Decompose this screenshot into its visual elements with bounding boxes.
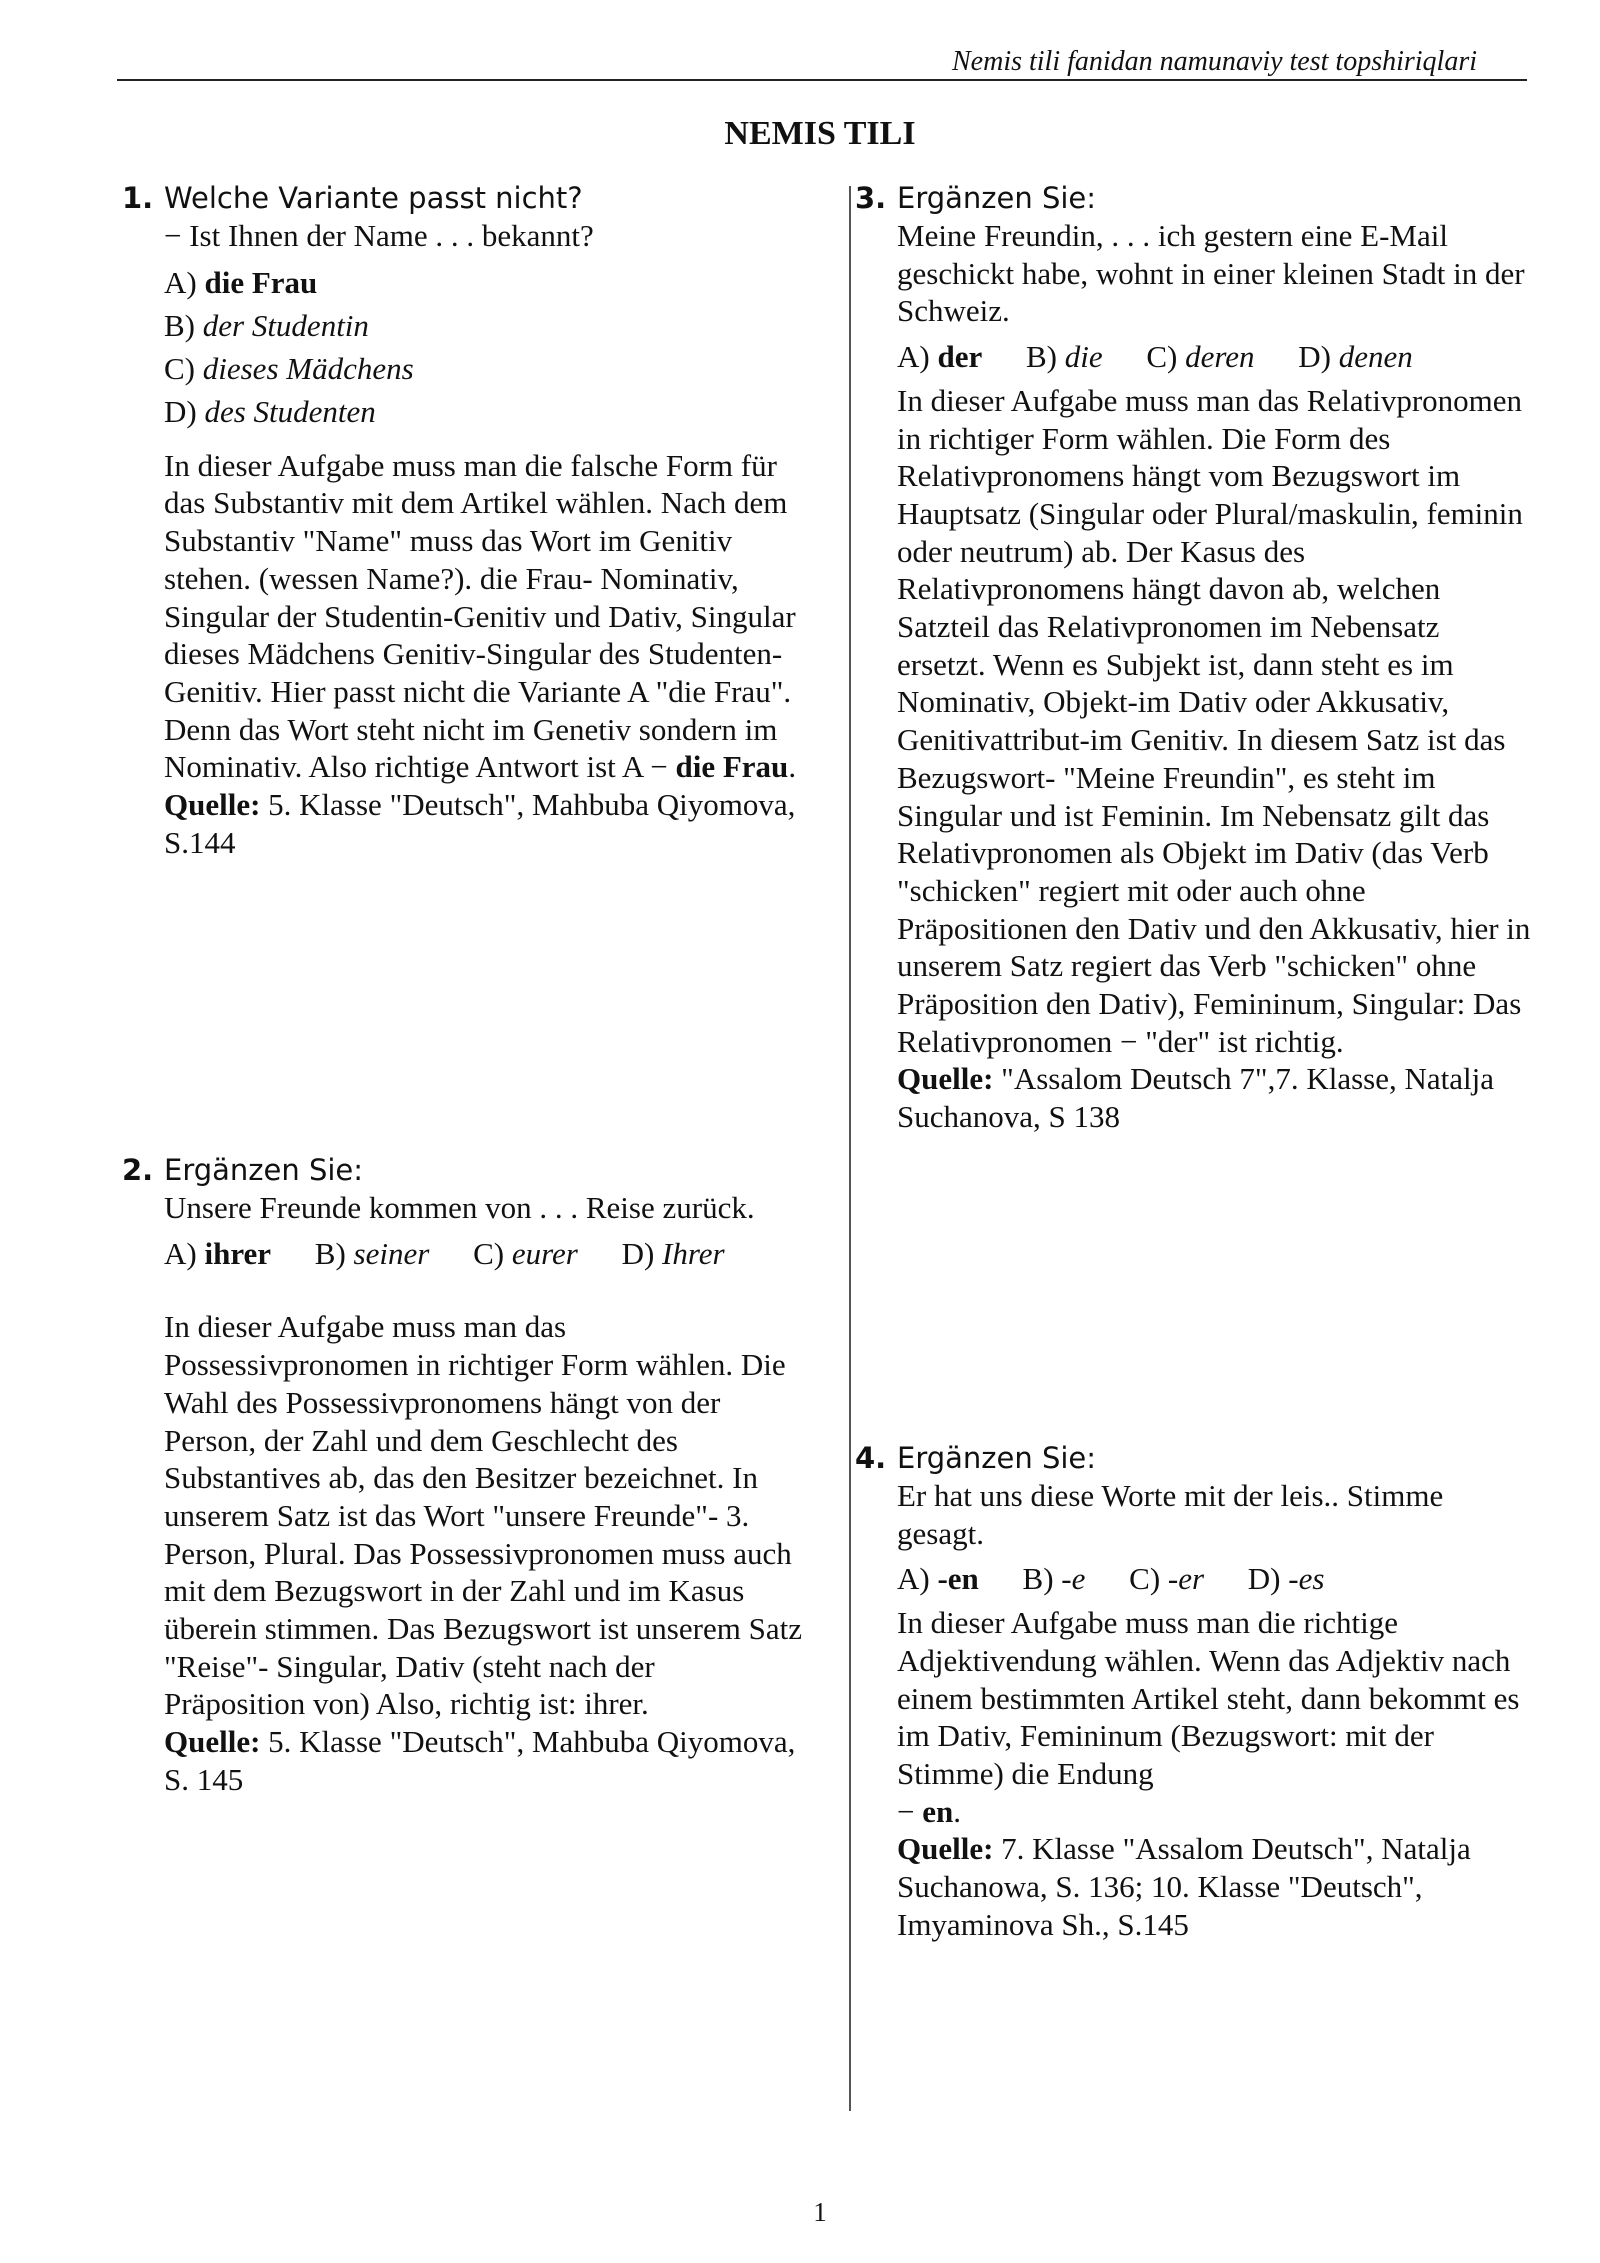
question-1 xyxy=(122,180,802,861)
option-b: B) der Studentin xyxy=(164,307,369,343)
question-header xyxy=(122,180,802,217)
page-number: 1 xyxy=(813,2197,827,2227)
question-stem: Er hat uns diese Worte mit der leis.. Stimme gesagt. xyxy=(897,1478,1444,1551)
option-a: A) -en xyxy=(897,1561,979,1597)
running-head: Nemis tili fanidan namunaviy test topshiriqlari xyxy=(952,46,1477,77)
question-prompt: Ergänzen Sie: xyxy=(897,181,1097,215)
option-b: B) die xyxy=(1025,339,1103,375)
explanation: In dieser Aufgabe muss man das Possessivpronomen in richtiger Form wählen. Die Wahl des Possessivpronomens hängt von der Person, der Zahl und dem Geschlecht des Substantives ab, das den Besitzer bezeichnet. In unserem Satz ist das Wort "unsere Freunde"- 3. Person, Plural. Das Possessivpronomen muss auch mit dem Bezugswort in der Zahl und im Kasus überein stimmen. Das Bezugswort ist unserem Satz "Reise"- Singular, Dativ (steht nach der Präposition von) Also, richtig ist: ihrer. xyxy=(164,1309,802,1722)
question-number: 1. xyxy=(122,181,154,215)
option-b: B) seiner xyxy=(314,1235,430,1271)
question-stem: Meine Freundin, . . . ich gestern eine E-Mail geschickt habe, wohnt in einer kleinen Stadt in der Schweiz. xyxy=(897,218,1525,329)
correct-answer: en xyxy=(922,1793,954,1829)
option-a: A) die Frau xyxy=(164,264,318,300)
option-c: C) dieses Mädchens xyxy=(164,350,414,386)
option-d: D) des Studenten xyxy=(164,393,376,429)
explanation: In dieser Aufgabe muss man die falsche Form für das Substantiv mit dem Artikel wählen. Nach dem Substantiv "Name" muss das Wort im Genitiv stehen. (wessen Name?). die Frau- Nominativ, Singular der Studentin-Genitiv und Dativ, Singular dieses Mädchens Genitiv-Singular des Studenten-Genitiv. Hier passt nicht die Variante A "die Frau". Denn das Wort steht nicht im Genetiv sondern im Nominativ. Also richtige Antwort ist A − die Frau. xyxy=(164,447,797,785)
question-header xyxy=(855,180,1535,217)
question-4 xyxy=(855,1440,1535,1943)
column-divider xyxy=(849,186,851,2111)
source: Quelle: "Assalom Deutsch 7",7. Klasse, Natalja Suchanova, S 138 xyxy=(897,1061,1494,1135)
source: Quelle: 5. Klasse "Deutsch", Mahbuba Qiyomova, S.144 xyxy=(164,787,796,860)
question-number: 4. xyxy=(855,1441,887,1475)
option-d: D) Ihrer xyxy=(621,1235,725,1271)
option-d: D) -es xyxy=(1247,1561,1325,1597)
answer-options xyxy=(897,1560,1535,1598)
question-3 xyxy=(855,180,1535,1136)
option-a: A) ihrer xyxy=(164,1235,272,1271)
header-rule xyxy=(117,79,1527,81)
correct-answer: die Frau xyxy=(675,749,789,785)
answer-options xyxy=(164,261,802,433)
source: Quelle: 5. Klasse "Deutsch", Mahbuba Qiyomova, S. 145 xyxy=(164,1724,796,1797)
question-stem: Unsere Freunde kommen von . . . Reise zurück. xyxy=(164,1190,755,1225)
question-2 xyxy=(122,1152,802,1799)
source: Quelle: 7. Klasse "Assalom Deutsch", Natalja Suchanowa, S. 136; 10. Klasse "Deutsch", Imyaminova Sh., S.145 xyxy=(897,1831,1471,1942)
question-header xyxy=(855,1440,1535,1477)
question-prompt: Welche Variante passt nicht? xyxy=(164,181,583,215)
question-header xyxy=(122,1152,802,1189)
question-number: 2. xyxy=(122,1153,154,1187)
page-title: NEMIS TILI xyxy=(724,115,916,152)
option-c: C) -er xyxy=(1129,1561,1205,1597)
option-c: C) deren xyxy=(1146,339,1255,375)
question-prompt: Ergänzen Sie: xyxy=(897,1441,1097,1475)
answer-options xyxy=(164,1235,802,1273)
option-c: C) eurer xyxy=(473,1235,578,1271)
option-b: B) -e xyxy=(1022,1561,1086,1597)
option-a: A) der xyxy=(897,339,983,375)
answer-options xyxy=(897,338,1535,376)
question-prompt: Ergänzen Sie: xyxy=(164,1153,364,1187)
explanation: In dieser Aufgabe muss man die richtige Adjektivendung wählen. Wenn das Adjektiv nach einem bestimmten Artikel steht, dann bekommt es im Dativ, Femininum (Bezugswort: mit der Stimme) die Endung − en. xyxy=(897,1605,1520,1829)
question-stem: − Ist Ihnen der Name . . . bekannt? xyxy=(164,218,594,253)
explanation: In dieser Aufgabe muss man das Relativpronomen in richtiger Form wählen. Die Form des Relativpronomens hängt vom Bezugswort im Hauptsatz (Singular oder Plural/maskulin, feminin oder neutrum) ab. Der Kasus des Relativpronomens hängt davon ab, welchen Satzteil das Relativpronomen im Nebensatz ersetzt. Wenn es Subjekt ist, dann steht es im Nominativ, Objekt-im Dativ oder Akkusativ, Genitivattribut-im Genitiv. In diesem Satz ist das Bezugswort- "Meine Freundin", es steht im Singular und ist Feminin. Im Nebensatz gilt das Relativpronomen als Objekt im Dativ (das Verb "schicken" regiert mit oder auch ohne Präpositionen den Dativ und den Akkusativ, hier in unserem Satz regiert das Verb "schicken" ohne Präposition den Dativ), Femininum, Singular: Das Relativpronomen − "der" ist richtig. xyxy=(897,382,1531,1059)
question-number: 3. xyxy=(855,181,887,215)
option-d: D) denen xyxy=(1298,339,1413,375)
